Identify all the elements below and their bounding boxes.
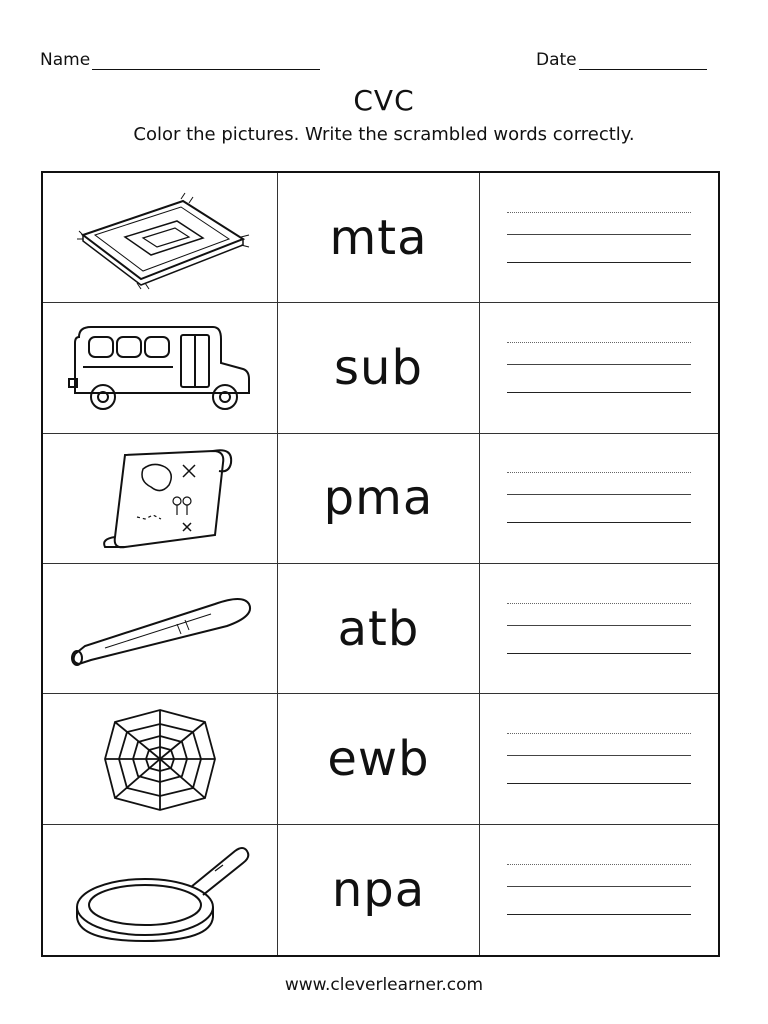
scrambled-word: sub (334, 339, 423, 396)
date-label: Date (536, 50, 577, 70)
name-label: Name (40, 50, 91, 70)
picture-cell (43, 173, 278, 303)
answer-cell[interactable] (480, 303, 718, 433)
answer-cell[interactable] (480, 825, 718, 955)
footer-url: www.cleverlearner.com (284, 975, 484, 995)
scrambled-word-cell (278, 173, 480, 303)
scrambled-word-cell (278, 564, 480, 694)
name-write-line[interactable] (92, 53, 320, 70)
scrambled-word: pma (323, 470, 434, 527)
answer-cell[interactable] (480, 694, 718, 824)
scrambled-word-cell (278, 303, 480, 433)
writing-lines[interactable] (507, 599, 691, 659)
map-icon (65, 443, 255, 553)
bus-icon (65, 313, 255, 423)
picture-cell (43, 564, 278, 694)
date-field[interactable] (536, 50, 707, 70)
worksheet-title: CVC (353, 84, 415, 117)
scrambled-word: atb (337, 600, 420, 657)
scrambled-word-cell (278, 434, 480, 564)
instructions: Color the pictures. Write the scrambled words correctly. (133, 124, 635, 145)
scrambled-word-cell (278, 694, 480, 824)
worksheet-table (41, 171, 720, 957)
bat-icon (65, 574, 255, 684)
scrambled-word: ewb (327, 730, 430, 787)
writing-lines[interactable] (507, 338, 691, 398)
writing-lines[interactable] (507, 860, 691, 920)
picture-cell (43, 303, 278, 433)
name-field[interactable] (40, 50, 320, 70)
picture-cell (43, 434, 278, 564)
writing-lines[interactable] (507, 729, 691, 789)
picture-cell (43, 694, 278, 824)
picture-cell (43, 825, 278, 955)
answer-cell[interactable] (480, 434, 718, 564)
writing-lines[interactable] (507, 468, 691, 528)
scrambled-word: npa (331, 861, 426, 918)
scrambled-word: mta (329, 209, 428, 266)
web-icon (65, 704, 255, 814)
answer-cell[interactable] (480, 564, 718, 694)
answer-cell[interactable] (480, 173, 718, 303)
mat-icon (65, 183, 255, 293)
date-write-line[interactable] (579, 53, 707, 70)
scrambled-word-cell (278, 825, 480, 955)
pan-icon (65, 835, 255, 945)
writing-lines[interactable] (507, 208, 691, 268)
